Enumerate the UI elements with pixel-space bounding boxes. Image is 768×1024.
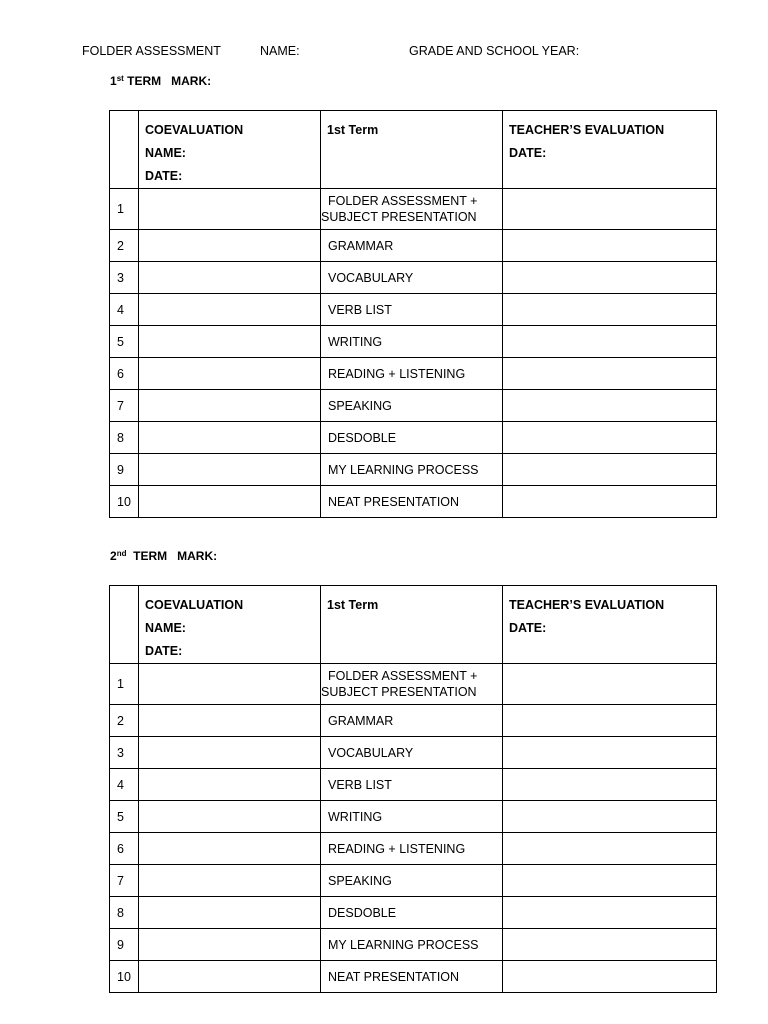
teacher-mark-cell[interactable] [503, 294, 717, 326]
table-row: 3 VOCABULARY [110, 737, 717, 769]
teacher-mark-cell[interactable] [503, 189, 717, 230]
table-row: 6 READING + LISTENING [110, 833, 717, 865]
teacher-mark-cell[interactable] [503, 230, 717, 262]
table-row: 8 DESDOBLE [110, 897, 717, 929]
term-1-title: 1st TERM MARK: [110, 74, 212, 88]
teacher-mark-cell[interactable] [503, 737, 717, 769]
teacher-mark-cell[interactable] [503, 833, 717, 865]
table-row: 4 VERB LIST [110, 769, 717, 801]
coevaluation-cell[interactable]: COEVALUATION NAME: DATE: [139, 586, 321, 664]
coeval-mark-cell[interactable] [139, 664, 321, 705]
teacher-mark-cell[interactable] [503, 769, 717, 801]
coeval-mark-cell[interactable] [139, 929, 321, 961]
coeval-mark-cell[interactable] [139, 189, 321, 230]
coeval-mark-cell[interactable] [139, 390, 321, 422]
coeval-mark-cell[interactable] [139, 422, 321, 454]
teacher-mark-cell[interactable] [503, 262, 717, 294]
teacher-mark-cell[interactable] [503, 929, 717, 961]
teacher-mark-cell[interactable] [503, 961, 717, 993]
coeval-mark-cell[interactable] [139, 486, 321, 518]
coeval-mark-cell[interactable] [139, 961, 321, 993]
teacher-mark-cell[interactable] [503, 390, 717, 422]
table-row: 7 SPEAKING [110, 865, 717, 897]
table-row: 5 WRITING [110, 801, 717, 833]
teacher-mark-cell[interactable] [503, 358, 717, 390]
teacher-mark-cell[interactable] [503, 326, 717, 358]
teacher-mark-cell[interactable] [503, 897, 717, 929]
table-row: 7 SPEAKING [110, 390, 717, 422]
table-row: 1 FOLDER ASSESSMENT + SUBJECT PRESENTATION [110, 664, 717, 705]
table-row: 1 FOLDER ASSESSMENT + SUBJECT PRESENTATION [110, 189, 717, 230]
coeval-mark-cell[interactable] [139, 897, 321, 929]
table-row: 2 GRAMMAR [110, 705, 717, 737]
coeval-mark-cell[interactable] [139, 326, 321, 358]
table-header-row [110, 586, 717, 664]
folder-assessment-title: FOLDER ASSESSMENT [82, 44, 221, 58]
teacher-evaluation-cell[interactable]: TEACHER’S EVALUATION DATE: [503, 586, 717, 664]
term-1-table [109, 110, 717, 518]
table-row: 9 MY LEARNING PROCESS [110, 929, 717, 961]
table-row: 8 DESDOBLE [110, 422, 717, 454]
table-row: 5 WRITING [110, 326, 717, 358]
teacher-mark-cell[interactable] [503, 865, 717, 897]
table-row: 2 GRAMMAR [110, 230, 717, 262]
coeval-mark-cell[interactable] [139, 833, 321, 865]
teacher-mark-cell[interactable] [503, 422, 717, 454]
teacher-mark-cell[interactable] [503, 454, 717, 486]
teacher-mark-cell[interactable] [503, 705, 717, 737]
term-2-table [109, 585, 717, 993]
table-row: 3 VOCABULARY [110, 262, 717, 294]
table-row: 6 READING + LISTENING [110, 358, 717, 390]
teacher-mark-cell[interactable] [503, 801, 717, 833]
term-header-cell: 1st Term [321, 586, 503, 664]
table-row: 10 NEAT PRESENTATION [110, 486, 717, 518]
coeval-mark-cell[interactable] [139, 230, 321, 262]
table-row: 9 MY LEARNING PROCESS [110, 454, 717, 486]
coeval-mark-cell[interactable] [139, 769, 321, 801]
table-header-row [110, 111, 717, 189]
coeval-mark-cell[interactable] [139, 801, 321, 833]
term-header-cell: 1st Term [321, 111, 503, 189]
teacher-mark-cell[interactable] [503, 664, 717, 705]
term-2-title: 2nd TERM MARK: [110, 549, 218, 563]
teacher-mark-cell[interactable] [503, 486, 717, 518]
coeval-mark-cell[interactable] [139, 705, 321, 737]
coeval-mark-cell[interactable] [139, 737, 321, 769]
table-row: 4 VERB LIST [110, 294, 717, 326]
name-label: NAME: [260, 44, 300, 58]
coeval-mark-cell[interactable] [139, 454, 321, 486]
coeval-mark-cell[interactable] [139, 358, 321, 390]
grade-year-label: GRADE AND SCHOOL YEAR: [409, 44, 580, 58]
coeval-mark-cell[interactable] [139, 262, 321, 294]
coevaluation-cell[interactable]: COEVALUATION NAME: DATE: [139, 111, 321, 189]
coeval-mark-cell[interactable] [139, 294, 321, 326]
coeval-mark-cell[interactable] [139, 865, 321, 897]
table-row: 10 NEAT PRESENTATION [110, 961, 717, 993]
teacher-evaluation-cell[interactable]: TEACHER’S EVALUATION DATE: [503, 111, 717, 189]
